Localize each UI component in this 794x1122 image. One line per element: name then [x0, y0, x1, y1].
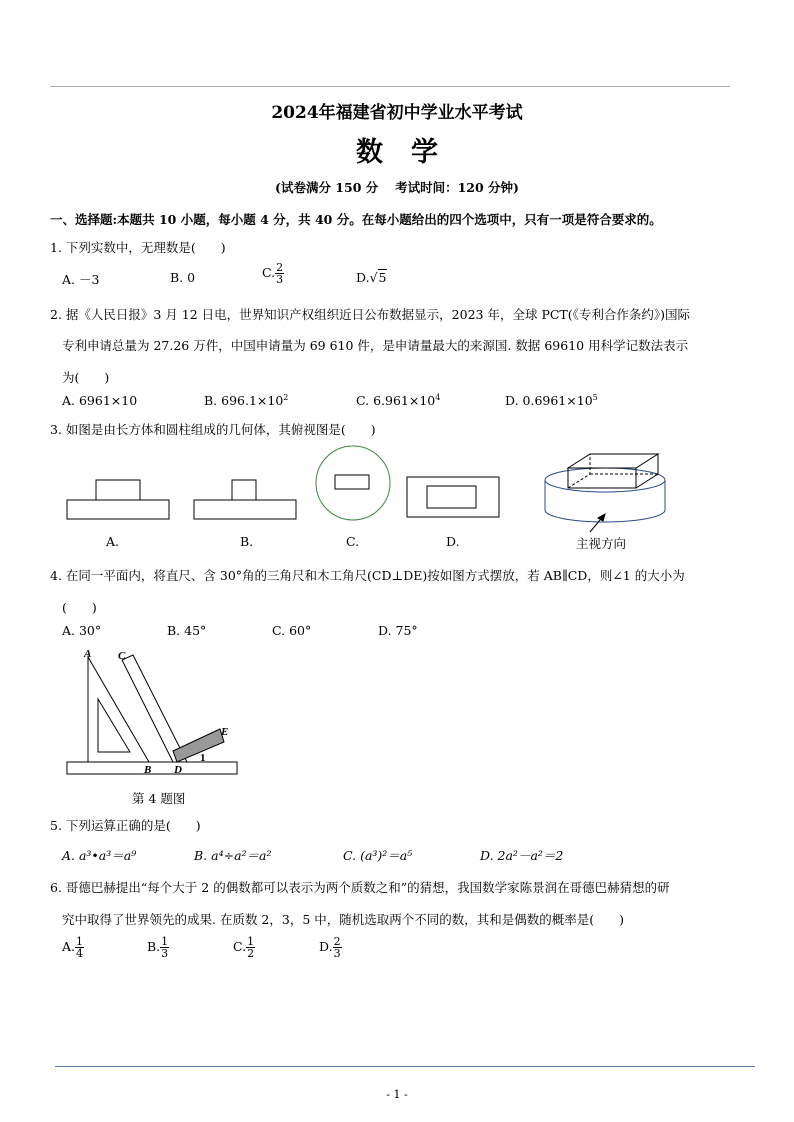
- q4-label-c: C: [118, 650, 126, 662]
- q6-a-num: 1: [76, 935, 84, 948]
- q3-a-base: [67, 500, 169, 519]
- q5-option-b: B. a⁴÷a²＝a²: [194, 848, 272, 863]
- q4-line-2: ( ): [62, 600, 97, 615]
- q3-option-a: A.: [106, 534, 120, 549]
- q1-option-d: D.√5: [356, 270, 387, 285]
- q6-option-d: [319, 936, 342, 959]
- page-number: - 1 -: [386, 1088, 408, 1101]
- q3-stem: 3. 如图是由长方体和圆柱组成的几何体，其俯视图是( ): [50, 422, 376, 437]
- q2-b-base: B. 696.1×10: [204, 393, 284, 409]
- q2-option-d: [505, 393, 598, 408]
- q2-option-a: A. 6961×10: [62, 393, 138, 408]
- q6-option-b: [147, 936, 169, 959]
- q3-option-c: C.: [346, 534, 360, 549]
- subject-title: 数学: [356, 137, 466, 168]
- q4-label-e: E: [221, 726, 229, 738]
- q4-caption: 第 4 题图: [132, 791, 186, 806]
- q4-label-b: B: [144, 764, 152, 776]
- q6-d-den: 3: [333, 947, 341, 960]
- q1-d-value: 5: [378, 270, 387, 285]
- q6-line-1: 6. 哥德巴赫提出“每个大于 2 的偶数都可以表示为两个质数之和”的猜想，我国数学家陈景润在哥德巴赫猜想的研: [50, 880, 670, 895]
- q4-triangle-outer: [88, 657, 149, 762]
- q4-square-short: [173, 729, 224, 762]
- q6-c-fraction: [246, 936, 255, 959]
- q4-label-1: 1: [200, 752, 206, 764]
- q3-d-outer: [407, 477, 499, 517]
- q1-option-c: [262, 262, 284, 285]
- q3-option-b: B.: [240, 534, 254, 549]
- q6-b-prefix: B.: [147, 939, 161, 954]
- q4-option-c: C. 60°: [272, 623, 312, 638]
- q6-b-den: 3: [161, 947, 169, 960]
- q2-c-exp: 4: [435, 393, 441, 402]
- q3-b-base: [194, 500, 296, 519]
- q2-c-base: C. 6.961×10: [356, 393, 436, 409]
- q3-a-top: [96, 480, 140, 500]
- q6-c-prefix: C.: [233, 939, 247, 954]
- q3-view-direction-label: 主视方向: [576, 536, 627, 551]
- q6-option-c: [233, 936, 255, 959]
- q5-option-c: C. (a³)²＝a⁵: [343, 848, 413, 863]
- q3-arrow-head: [598, 514, 605, 521]
- q5-stem: 5. 下列运算正确的是( ): [50, 818, 201, 833]
- q1-c-prefix: C.: [262, 265, 276, 280]
- q5-option-a: A. a³•a³＝a⁹: [62, 848, 137, 863]
- q2-d-base: D. 0.6961×10: [505, 393, 593, 409]
- q4-option-d: D. 75°: [378, 623, 418, 638]
- q6-a-fraction: [75, 936, 84, 959]
- q1-stem: 1. 下列实数中，无理数是( ): [50, 240, 226, 255]
- q4-label-d: D: [174, 764, 182, 776]
- q3-c-circle: [316, 446, 390, 520]
- exam-title: 2024年福建省初中学业水平考试: [271, 103, 523, 123]
- q4-line-1: 4. 在同一平面内，将直尺、含 30°角的三角尺和木工角尺(CD⊥DE)按如图方式摆放，若 AB∥CD，则∠1 的大小为: [50, 568, 685, 583]
- q2-option-c: [356, 393, 440, 408]
- q3-3d-box-top: [568, 454, 658, 468]
- q1-c-fraction: [275, 262, 284, 285]
- q4-option-a: A. 30°: [62, 623, 102, 638]
- q1-option-b: B. 0: [170, 270, 196, 285]
- q4-label-a: A: [84, 648, 92, 660]
- q6-option-a: [62, 936, 84, 959]
- q2-line-1: 2. 据《人民日报》3 月 12 日电，世界知识产权组织近日公布数据显示，2023 年，全球 PCT(《专利合作条约》)国际: [50, 307, 691, 322]
- q6-a-prefix: A.: [62, 939, 76, 954]
- q2-line-3: 为( ): [62, 370, 110, 385]
- q4-triangle-inner: [98, 699, 130, 752]
- q6-a-den: 4: [76, 947, 84, 960]
- q2-d-exp: 5: [592, 393, 598, 402]
- q3-d-inner: [427, 486, 476, 508]
- q1-option-a: A. －3: [62, 272, 100, 287]
- q4-square-long: [122, 655, 187, 762]
- q1-c-den: 3: [276, 273, 284, 286]
- q6-d-prefix: D.: [319, 939, 333, 954]
- q2-option-b: [204, 393, 288, 408]
- q6-c-den: 2: [247, 947, 255, 960]
- q4-option-b: B. 45°: [167, 623, 207, 638]
- q4-ruler: [67, 762, 237, 774]
- q3-b-top: [232, 480, 256, 500]
- q6-d-num: 2: [333, 935, 341, 948]
- q2-b-exp: 2: [283, 393, 289, 402]
- q3-option-d: D.: [446, 534, 460, 549]
- q6-b-num: 1: [161, 935, 169, 948]
- q6-d-fraction: [333, 936, 342, 959]
- q6-line-2: 究中取得了世界领先的成果. 在质数 2，3，5 中，随机选取两个不同的数，其和是偶数的概率是( ): [62, 912, 625, 927]
- q6-b-fraction: [160, 936, 169, 959]
- exam-meta: (试卷满分 150 分 考试时间：120 分钟): [275, 180, 519, 195]
- q1-c-num: 2: [276, 261, 284, 274]
- q6-c-num: 1: [247, 935, 255, 948]
- q3-c-rect: [335, 475, 369, 489]
- q4-figure: [60, 645, 250, 780]
- q1-d-prefix: D.: [356, 270, 370, 285]
- top-rule: [50, 86, 730, 87]
- bottom-rule: [55, 1066, 755, 1067]
- q5-option-d: D. 2a²－a²＝2: [480, 848, 564, 863]
- section-heading: 一、选择题:本题共 10 小题，每小题 4 分，共 40 分。在每小题给出的四个选项中，只有一项是符合要求的。: [50, 212, 662, 227]
- q2-line-2: 专利申请总量为 27.26 万件，中国申请量为 69 610 件，是申请量最大的来源国. 数据 69610 用科学记数法表示: [62, 338, 689, 353]
